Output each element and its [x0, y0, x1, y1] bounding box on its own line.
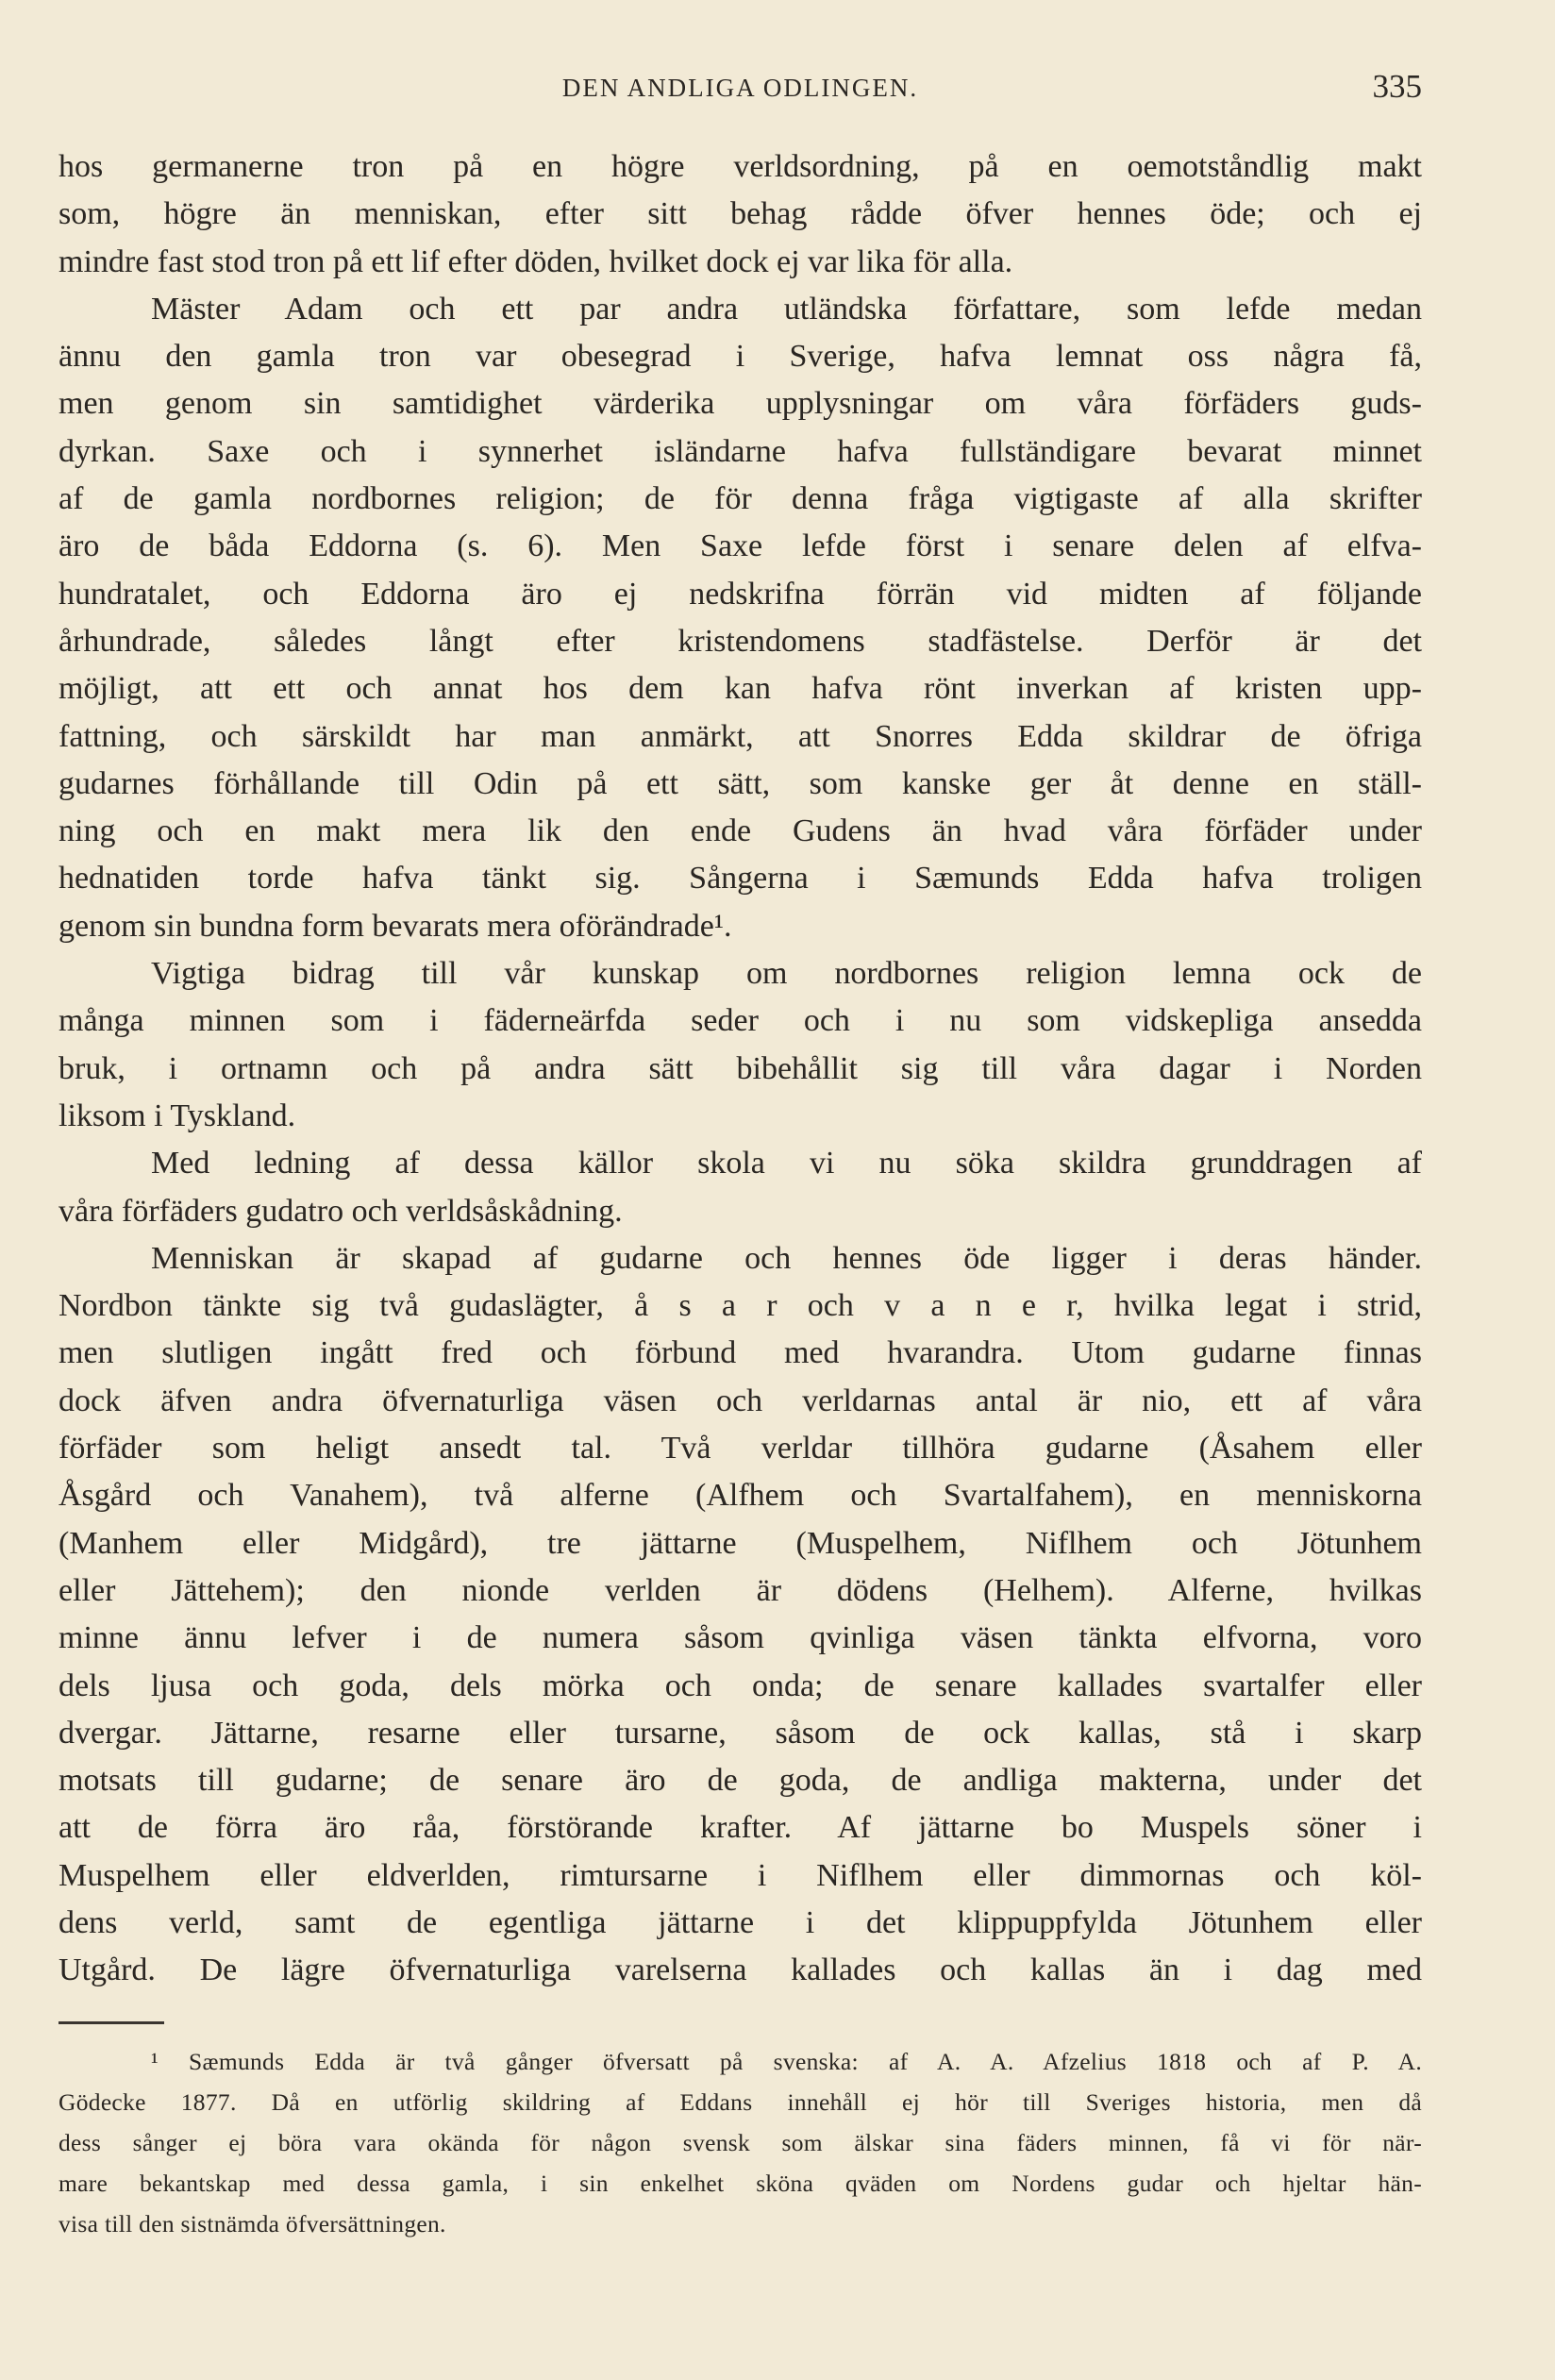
- text-line: Mäster Adam och ett par andra utländska författare, som lefde medan: [151, 291, 1422, 327]
- text-line: (Manhem eller Midgård), tre jättarne (Muspelhem, Niflhem och Jötunhem: [59, 1525, 1422, 1561]
- text-line: Menniskan är skapad af gudarne och hennes öde ligger i deras händer.: [151, 1240, 1422, 1276]
- text-line: ännu den gamla tron var obesegrad i Sverige, hafva lemnat oss några få,: [59, 339, 1422, 375]
- footnote-line: mare bekantskap med dessa gamla, i sin enkelhet sköna qväden om Nordens gudar och hjeltar hän-: [59, 2170, 1422, 2197]
- text-line: äro de båda Eddorna (s. 6). Men Saxe lefde först i senare delen af elfva-: [59, 528, 1422, 564]
- text-line: århundrade, således långt efter kristendomens stadfästelse. Derför är det: [59, 623, 1422, 659]
- text-line: genom sin bundna form bevarats mera oförändrade¹.: [59, 908, 732, 944]
- text-line: men genom sin samtidighet värderika upplysningar om våra förfäders guds-: [59, 386, 1422, 422]
- text-line: liksom i Tyskland.: [59, 1098, 296, 1133]
- body-text: [59, 143, 1422, 1995]
- text-line: eller Jättehem); den nionde verlden är dödens (Helhem). Alferne, hvilkas: [59, 1572, 1422, 1608]
- text-line: mindre fast stod tron på ett lif efter döden, hvilket dock ej var lika för alla.: [59, 243, 1013, 279]
- footnote-line: Gödecke 1877. Då en utförlig skildring af Eddans innehåll ej hör till Sveriges historia, men då: [59, 2088, 1422, 2116]
- text-line: dyrkan. Saxe och i synnerhet isländarne hafva fullständigare bevarat minnet: [59, 433, 1422, 469]
- footnote-rule: [59, 2021, 164, 2024]
- text-line: af de gamla nordbornes religion; de för denna fråga vigtigaste af alla skrifter: [59, 481, 1422, 517]
- text-line: våra förfäders gudatro och verldsåskådning.: [59, 1193, 623, 1229]
- text-line: dvergar. Jättarne, resarne eller tursarne, såsom de ock kallas, stå i skarp: [59, 1715, 1422, 1751]
- text-line: många minnen som i fäderneärfda seder och i nu som vidskepliga ansedda: [59, 1003, 1422, 1039]
- text-line: dock äfven andra öfvernaturliga väsen och verldarnas antal är nio, ett af våra: [59, 1383, 1422, 1418]
- text-line: att de förra äro råa, förstörande krafter. Af jättarne bo Muspels söner i: [59, 1810, 1422, 1846]
- text-line: möjligt, att ett och annat hos dem kan hafva rönt inverkan af kristen upp-: [59, 671, 1422, 707]
- text-line: Åsgård och Vanahem), två alferne (Alfhem och Svartalfahem), en menniskorna: [59, 1478, 1422, 1514]
- text-line: gudarnes förhållande till Odin på ett sätt, som kanske ger åt denne en ställ-: [59, 765, 1422, 801]
- text-line: Nordbon tänkte sig två gudaslägter, å s a r och v a n e r, hvilka legat i strid,: [59, 1288, 1422, 1324]
- page-header: [59, 68, 1422, 106]
- text-line: minne ännu lefver i de numera såsom qvinliga väsen tänkta elfvorna, voro: [59, 1620, 1422, 1656]
- text-line: hos germanerne tron på en högre verldsordning, på en oemotståndlig makt: [59, 149, 1422, 184]
- text-line: fattning, och särskildt har man anmärkt, att Snorres Edda skildrar de öfriga: [59, 718, 1422, 754]
- running-title: DEN ANDLIGA ODLINGEN.: [561, 74, 919, 102]
- page-number: 335: [1372, 68, 1422, 105]
- text-line: ning och en makt mera lik den ende Gudens än hvad våra förfäder under: [59, 813, 1422, 849]
- footnote: [59, 2041, 1422, 2244]
- footnote-line: visa till den sistnämda öfversättningen.: [59, 2210, 446, 2238]
- text-line: Vigtiga bidrag till vår kunskap om nordbornes religion lemna ock de: [151, 956, 1422, 992]
- text-line: som, högre än menniskan, efter sitt behag rådde öfver hennes öde; och ej: [59, 196, 1422, 232]
- text-line: Utgård. De lägre öfvernaturliga varelserna kallades och kallas än i dag med: [59, 1953, 1422, 1988]
- text-line: Med ledning af dessa källor skola vi nu söka skildra grunddragen af: [151, 1146, 1422, 1182]
- text-line: dels ljusa och goda, dels mörka och onda; de senare kallades svartalfer eller: [59, 1668, 1422, 1703]
- text-line: motsats till gudarne; de senare äro de goda, de andliga makterna, under det: [59, 1763, 1422, 1799]
- text-line: men slutligen ingått fred och förbund med hvarandra. Utom gudarne finnas: [59, 1335, 1422, 1371]
- footnote-line: ¹ Sæmunds Edda är två gånger öfversatt på svenska: af A. A. Afzelius 1818 och af P. A.: [151, 2048, 1422, 2075]
- footnote-line: dess sånger ej böra vara okända för någon svensk som älskar sina fäders minnen, få vi för när-: [59, 2129, 1422, 2156]
- text-line: dens verld, samt de egentliga jättarne i det klippuppfylda Jötunhem eller: [59, 1904, 1422, 1940]
- text-line: Muspelhem eller eldverlden, rimtursarne i Niflhem eller dimmornas och köl-: [59, 1857, 1422, 1893]
- text-line: bruk, i ortnamn och på andra sätt bibehållit sig till våra dagar i Norden: [59, 1050, 1422, 1086]
- text-line: förfäder som heligt ansedt tal. Två verldar tillhöra gudarne (Åsahem eller: [59, 1431, 1422, 1467]
- text-line: hundratalet, och Eddorna äro ej nedskrifna förrän vid midten af följande: [59, 576, 1422, 612]
- text-line: hednatiden torde hafva tänkt sig. Sångerna i Sæmunds Edda hafva troligen: [59, 861, 1422, 897]
